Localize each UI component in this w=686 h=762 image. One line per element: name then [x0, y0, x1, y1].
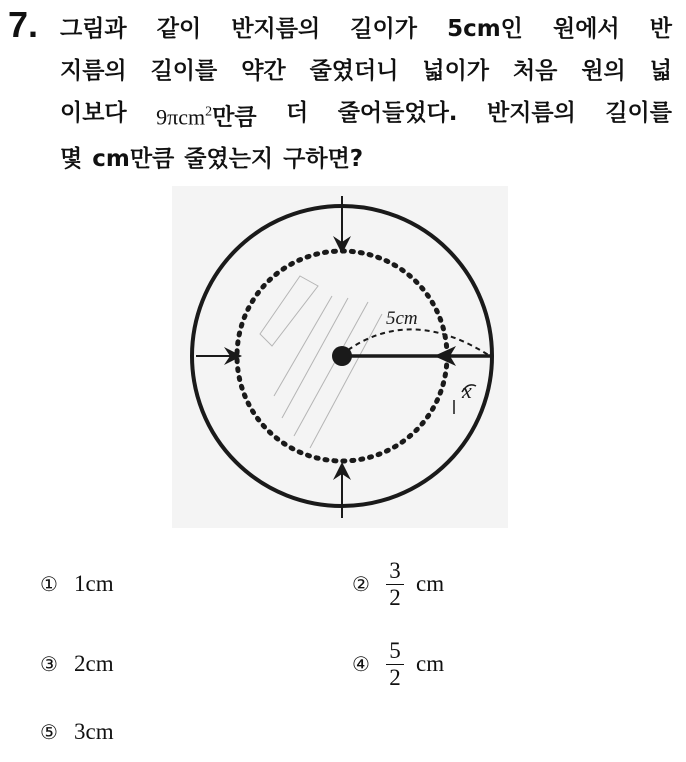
- unit: cm: [416, 571, 445, 596]
- word: 길이를: [150, 58, 218, 84]
- word: 그림과: [60, 16, 127, 42]
- word: 넓이가: [422, 58, 490, 84]
- choice-text: 3cm: [74, 719, 114, 744]
- fraction: [386, 639, 404, 690]
- area-expression: [156, 92, 256, 138]
- numerator: 5: [389, 637, 401, 663]
- choice-5[interactable]: [36, 702, 114, 762]
- radius-label: 5cm: [386, 308, 418, 329]
- stem-line-3: [60, 92, 672, 138]
- word: 넓: [649, 58, 672, 84]
- choice-marker: ④: [352, 652, 370, 676]
- choice-3[interactable]: [36, 634, 114, 694]
- word: 이보다: [60, 100, 127, 126]
- word: 구하면?: [283, 146, 364, 173]
- x-label: x: [462, 378, 472, 403]
- word: cm만큼: [92, 146, 175, 173]
- word: 몇: [60, 146, 83, 173]
- unit: cm: [416, 651, 445, 676]
- fraction: [386, 559, 404, 610]
- choice-1[interactable]: [36, 554, 114, 614]
- choice-text: 1cm: [74, 571, 114, 596]
- choice-4[interactable]: [348, 634, 444, 694]
- choice-marker: ⑤: [40, 720, 58, 744]
- word: 길이가: [350, 16, 417, 42]
- word: 줄였더니: [309, 58, 399, 84]
- choice-marker: ③: [40, 652, 58, 676]
- stem-line-2: [60, 50, 672, 92]
- word: 처음: [512, 58, 558, 84]
- choice-marker: ①: [40, 572, 58, 596]
- center-point: [332, 346, 352, 366]
- word: 원의: [581, 58, 626, 84]
- word: 반지름의: [231, 16, 321, 42]
- area-value: 9πcm: [156, 104, 206, 130]
- word: 원에서: [553, 16, 620, 42]
- word: 약간: [241, 58, 286, 84]
- question-number: 7.: [8, 4, 39, 45]
- stem-line-4: [60, 138, 672, 180]
- word: 줄였는지: [184, 146, 274, 173]
- stem-line-1: [60, 8, 672, 50]
- choice-marker: ②: [352, 572, 370, 596]
- denominator: 2: [389, 584, 401, 610]
- word: 지름의: [60, 58, 127, 84]
- word: 만큼: [212, 104, 257, 131]
- word: 반: [649, 16, 672, 42]
- word: 더: [286, 100, 309, 126]
- word: 길이를: [605, 100, 672, 126]
- denominator: 2: [389, 664, 401, 690]
- word: 같이: [156, 16, 202, 42]
- numerator: 3: [389, 557, 401, 583]
- circle-figure: [172, 186, 508, 528]
- word: 5cm인: [447, 16, 523, 42]
- choice-text: 2cm: [74, 651, 114, 676]
- word: 줄어들었다.: [337, 100, 458, 126]
- word: 반지름의: [487, 100, 576, 126]
- question-stem: [60, 8, 672, 180]
- area-exponent: 2: [205, 105, 213, 120]
- choice-2[interactable]: [348, 554, 444, 614]
